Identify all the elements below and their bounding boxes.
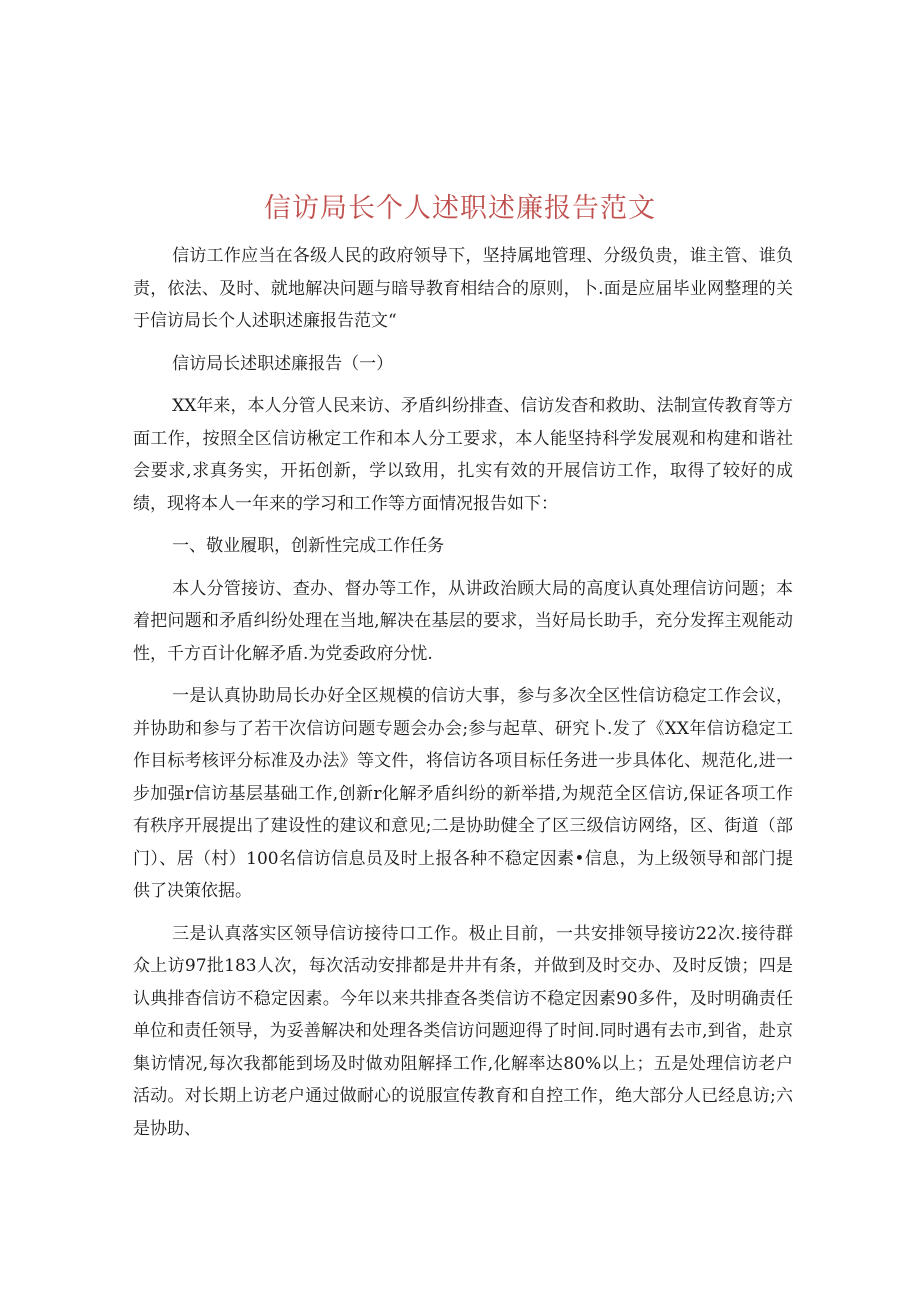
body-paragraph: XX年来，本人分管人民来访、矛盾纠纷排查、信访发杳和救助、法制宣传教育等方面工作，按照全区信访楸定工作和本人分工要求，本人能坚持科学发展观和构建和谐社会要求,求真务实，开拓创新，学以致用，扎实有效的开展信访工作，取得了较好的成绩，现将本人一年来的学习和工作等方面情况报告如下： xyxy=(133,396,793,514)
body-paragraph: 三是认真落实区领导信访接待口工作。极止目前，一共安排领导接访22次.接待群众上访97批183人次，每次活动安排都是井井有条，并做到及时交办、及时反馈；四是认典排杳信访不稳定因素。今年以来共排查各类信访不稳定因素90多件，及时明确责任单位和责任领导，为妥善解决和处理各类信访问题迎得了时间.同时遇有去市,到省，赴京集访情况,每次我都能到场及时做劝阻解择工作,化解率达80%以上；五是处理信访老户活动。对长期上访老户通过做耐心的说服宣传教育和自控工作，绝大部分人已经息访;六是协助、 xyxy=(133,923,793,1139)
intro-paragraph: 信访工作应当在各级人民的政府领导下，坚持属地管理、分级负贵，谁主管、谁负责，依法、及时、就地解决问题与暗导教育相结合的原则，卜.面是应届毕业网整理的关于信访局长个人述职述廉报告范文“ xyxy=(133,246,793,331)
section-heading-dedication: 一、敬业履职，创新性完成工作任务 xyxy=(172,536,445,556)
body-paragraph: 一是认真协助局长办好全区规模的信访大事，参与多次全区性信访稳定工作会议，并协助和参与了若干次信访问题专题会办会;参与起草、研究卜.发了《XX年信访稳定工作目标考核评分标准及办法》等文件，将信访各项目标任务进一步具体化、规范化,进一步加强r信访基层基础工作,创新r化解矛盾纠纷的新举措,为规范全区信访,保证各项工作有秩序开展提出了建设性的建议和意见;二是协助健全了区三级信访网络，区、街道（部门）、居（村）100名信访信息员及时上报各种不稳定因素•信息，为上级领导和部门提供了决策依据。 xyxy=(133,686,793,901)
document-title: 信访局长个人述职述廉报告范文 xyxy=(264,193,656,225)
body-paragraph: 本人分管接访、查办、督办等工作，从讲政治顾大局的高度认真处理信访问题；本着把问题和矛盾纠纷处理在当地,解决在基层的要求，当好局长助手，充分发挥主观能动性，千方百计化解矛盾.为党委政府分忧. xyxy=(133,578,793,664)
section-heading-report-one: 信访局长述职述廉报告（一） xyxy=(172,353,394,374)
document-body xyxy=(133,240,793,1145)
